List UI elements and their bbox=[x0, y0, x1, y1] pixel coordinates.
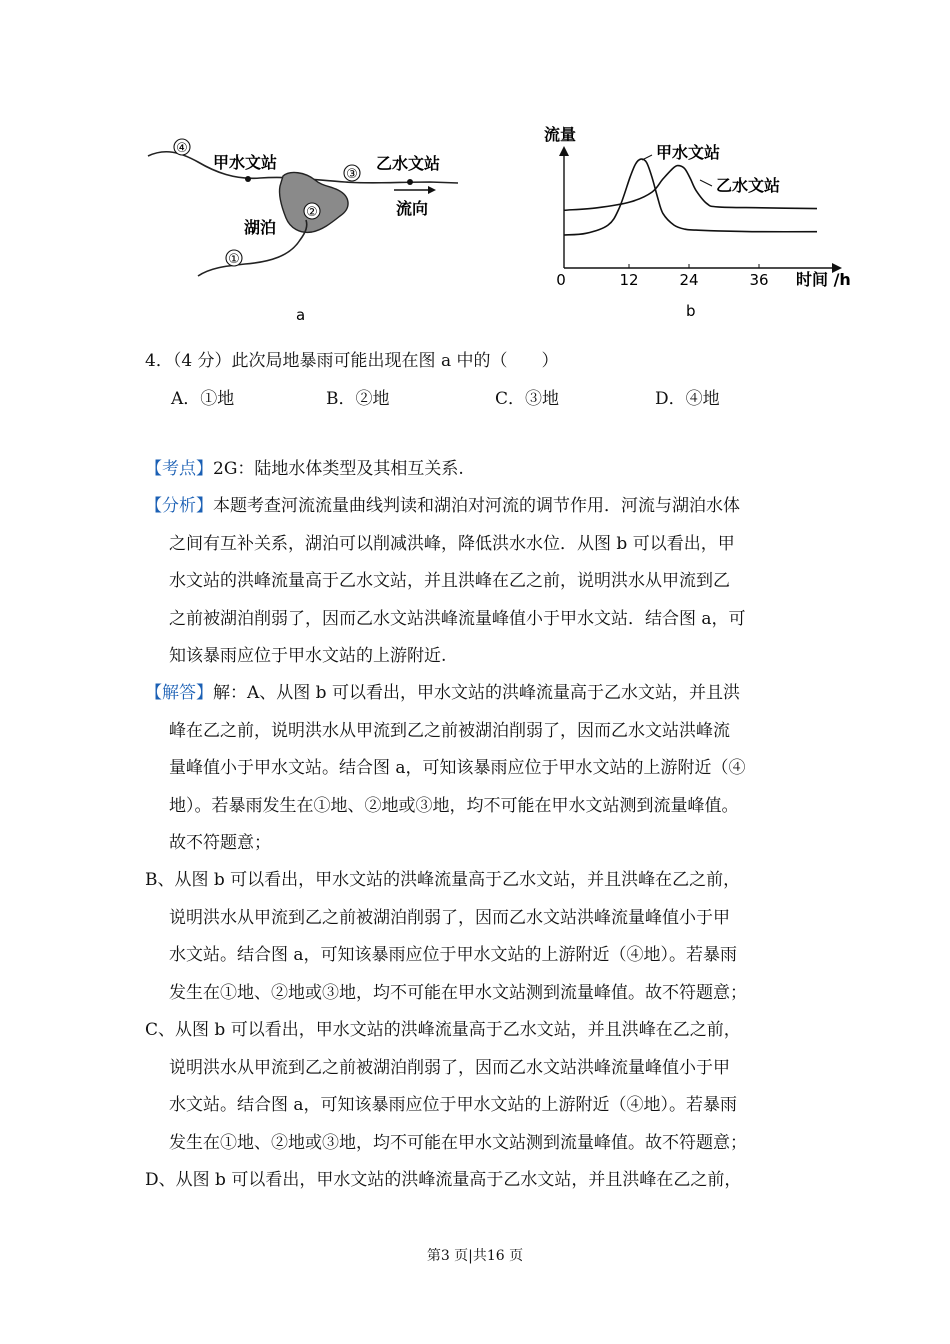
marker-3: ③ bbox=[346, 167, 358, 182]
x-tick-label-12: 12 bbox=[619, 271, 639, 289]
explanation-line: 水文站。结合图 a，可知该暴雨应位于甲水文站的上游附近（④地）。若暴雨 bbox=[169, 1095, 738, 1115]
explanation-line: 发生在①地、②地或③地，均不可能在甲水文站测到流量峰值。故不符题意； bbox=[169, 1132, 747, 1153]
explanation-line: D、从图 b 可以看出，甲水文站的洪峰流量高于乙水文站，并且洪峰在乙之前， bbox=[145, 1170, 742, 1190]
fenxi-line: 本题考查河流流量曲线判读和湖泊对河流的调节作用．河流与湖泊水体 bbox=[213, 496, 740, 516]
jieda-line: 故不符题意； bbox=[169, 833, 271, 853]
explanation-line: 发生在①地、②地或③地，均不可能在甲水文站测到流量峰值。故不符题意； bbox=[169, 982, 747, 1003]
option-d-explanation bbox=[145, 1162, 815, 1200]
fenxi-section bbox=[145, 488, 815, 676]
figure-b-label: b bbox=[686, 302, 696, 320]
explanation-line: C、从图 b 可以看出，甲水文站的洪峰流量高于乙水文站，并且洪峰在乙之前， bbox=[145, 1020, 741, 1040]
jia-leader-line bbox=[642, 155, 652, 160]
kaodian-section bbox=[145, 451, 815, 489]
fenxi-tag: 【分析】 bbox=[145, 496, 213, 516]
flow-arrow-head bbox=[428, 186, 436, 194]
option-c-explanation bbox=[145, 1012, 815, 1162]
option-b-explanation bbox=[145, 862, 815, 1012]
fenxi-line: 知该暴雨应位于甲水文站的上游附近. bbox=[169, 646, 447, 666]
lake-label: 湖泊 bbox=[244, 218, 277, 237]
jieda-tag: 【解答】 bbox=[145, 683, 213, 703]
figure-a-label: a bbox=[296, 306, 306, 324]
marker-2: ② bbox=[306, 205, 318, 220]
yi-station-label: 乙水文站 bbox=[376, 154, 441, 173]
series-label-jia: 甲水文站 bbox=[656, 143, 721, 162]
jieda-line: 峰在乙之前，说明洪水从甲流到乙之前被湖泊削弱了，因而乙水文站洪峰流 bbox=[169, 720, 730, 741]
page-footer: 第3 页|共16 页 bbox=[426, 1248, 524, 1264]
fenxi-line: 之前被湖泊削弱了，因而乙水文站洪峰流量峰值小于甲水文站．结合图 a，可 bbox=[169, 608, 746, 629]
explanation-line: 水文站。结合图 a，可知该暴雨应位于甲水文站的上游附近（④地）。若暴雨 bbox=[169, 945, 738, 965]
marker-1: ① bbox=[228, 252, 240, 267]
question-stem: 4．（4 分）此次局地暴雨可能出现在图 a 中的（ ） bbox=[145, 351, 559, 371]
explanation-line: 说明洪水从甲流到乙之前被湖泊削弱了，因而乙水文站洪峰流量峰值小于甲 bbox=[169, 907, 730, 928]
jieda-section bbox=[145, 675, 815, 863]
jieda-line: 量峰值小于甲水文站。结合图 a，可知该暴雨应位于甲水文站的上游附近（④ bbox=[169, 758, 746, 778]
option-d: D．④地 bbox=[655, 389, 720, 409]
yi-station-dot bbox=[407, 179, 413, 185]
jieda-line: 地）。若暴雨发生在①地、②地或③地，均不可能在甲水文站测到流量峰值。 bbox=[169, 795, 739, 816]
jieda-line: 解：A、从图 b 可以看出，甲水文站的洪峰流量高于乙水文站，并且洪 bbox=[213, 683, 740, 703]
option-c: C．③地 bbox=[495, 389, 560, 409]
jia-station-dot bbox=[245, 176, 251, 182]
kaodian-tag: 【考点】 bbox=[145, 459, 213, 479]
figure-b-chart bbox=[544, 125, 851, 320]
x-tick-label-36: 36 bbox=[749, 271, 769, 289]
y-axis-arrow bbox=[559, 146, 569, 156]
option-a: A．①地 bbox=[171, 389, 235, 409]
series-line-jia bbox=[564, 159, 817, 235]
fenxi-line: 水文站的洪峰流量高于乙水文站，并且洪峰在乙之前，说明洪水从甲流到乙 bbox=[169, 571, 730, 591]
fenxi-line: 之间有互补关系，湖泊可以削减洪峰，降低洪水水位．从图 b 可以看出，甲 bbox=[169, 533, 735, 554]
kaodian-text: 2G：陆地水体类型及其相互关系. bbox=[213, 459, 464, 479]
x-tick-label-24: 24 bbox=[679, 271, 699, 289]
jia-station-label: 甲水文站 bbox=[213, 153, 278, 172]
marker-4: ④ bbox=[176, 141, 188, 156]
explanation-line: 说明洪水从甲流到乙之前被湖泊削弱了，因而乙水文站洪峰流量峰值小于甲 bbox=[169, 1057, 730, 1078]
x-tick-label-0: 0 bbox=[556, 271, 566, 289]
figure-a-map bbox=[148, 139, 458, 324]
figure-area bbox=[0, 0, 950, 335]
y-axis-label: 流量 bbox=[544, 125, 577, 144]
x-axis-label: 时间 /h bbox=[796, 270, 851, 289]
yi-leader-line bbox=[700, 180, 712, 186]
explanation-line: B、从图 b 可以看出，甲水文站的洪峰流量高于乙水文站，并且洪峰在乙之前， bbox=[145, 870, 741, 890]
flow-label: 流向 bbox=[396, 199, 429, 218]
series-label-yi: 乙水文站 bbox=[716, 176, 781, 195]
option-b: B．②地 bbox=[326, 389, 390, 409]
